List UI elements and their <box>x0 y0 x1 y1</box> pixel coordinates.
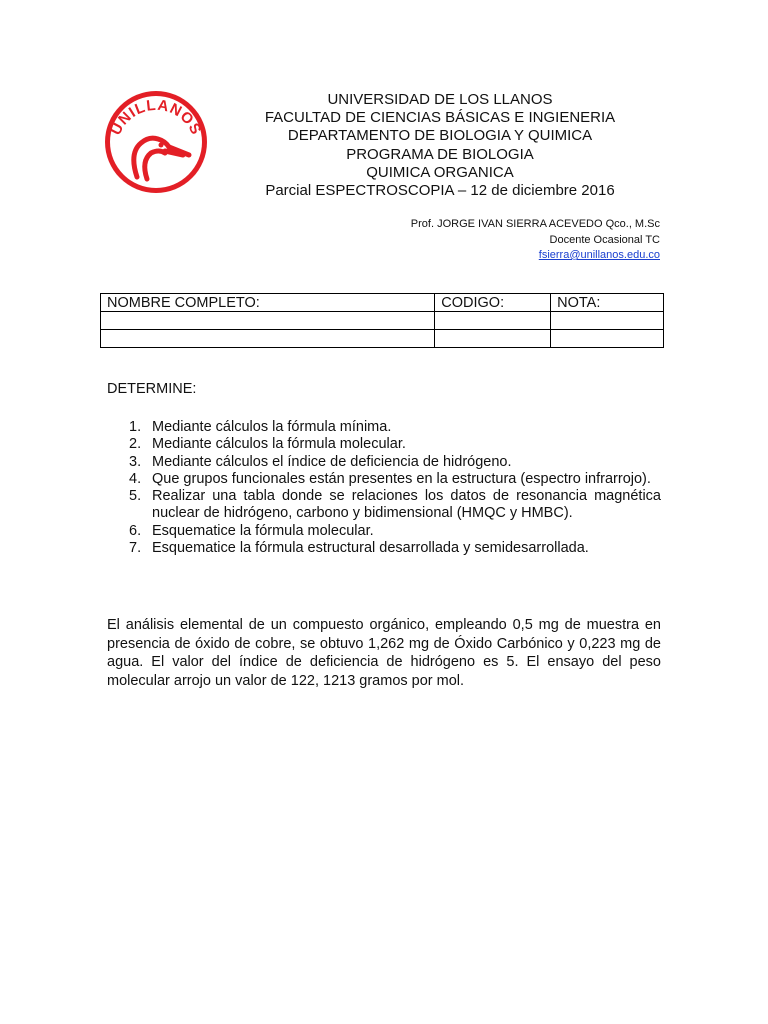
nota-field[interactable] <box>551 312 664 330</box>
task-text: Esquematice la fórmula molecular. <box>152 522 374 539</box>
list-item <box>107 540 661 557</box>
header-line: DEPARTAMENTO DE BIOLOGIA Y QUIMICA <box>287 127 593 145</box>
task-list <box>107 419 661 557</box>
codigo-header: CODIGO: <box>435 294 551 312</box>
header-line: QUIMICA ORGANICA <box>366 163 514 181</box>
header-line: FACULTAD DE CIENCIAS BÁSICAS E INGIENERIA <box>264 109 616 127</box>
nombre-field[interactable] <box>101 312 435 330</box>
nombre-field[interactable] <box>101 330 435 348</box>
document-header <box>240 91 640 200</box>
table-row <box>101 330 664 348</box>
codigo-field[interactable] <box>435 330 551 348</box>
list-item <box>107 471 661 488</box>
task-number: 4. <box>129 470 142 487</box>
list-item <box>107 454 661 471</box>
professor-info <box>411 217 660 264</box>
task-text: Mediante cálculos la fórmula molecular. <box>152 436 406 453</box>
header-line: PROGRAMA DE BIOLOGIA <box>346 145 534 163</box>
list-item <box>107 419 661 436</box>
task-number: 1. <box>129 419 142 435</box>
task-text: Que grupos funcionales están presentes en la estructura (espectro infrarrojo). <box>152 470 651 487</box>
task-text: Mediante cálculos el índice de deficiencia de hidrógeno. <box>152 453 512 470</box>
task-number: 2. <box>129 436 142 453</box>
nombre-header: NOMBRE COMPLETO: <box>101 294 435 312</box>
task-text: Mediante cálculos la fórmula mínima. <box>152 419 392 435</box>
nota-field[interactable] <box>551 330 664 348</box>
list-item <box>107 488 661 523</box>
task-text: Realizar una tabla donde se relaciones los datos de resonancia magnética nuclear de hidrógeno, carbono y bidimensional (HMQC y HMBC). <box>152 488 661 522</box>
table-header-row <box>101 294 664 312</box>
task-number: 3. <box>129 453 142 470</box>
task-number: 6. <box>129 522 142 539</box>
logo-text: UNILLANOS <box>107 96 205 139</box>
table-row <box>101 312 664 330</box>
task-number: 7. <box>129 540 142 557</box>
professor-email-link[interactable]: fsierra@unillanos.edu.co <box>538 249 660 261</box>
list-item <box>107 523 661 540</box>
task-number: 5. <box>129 488 142 505</box>
professor-role: Docente Ocasional TC <box>549 233 660 246</box>
professor-name: Prof. JORGE IVAN SIERRA ACEVEDO Qco., M.Sc <box>410 218 660 230</box>
header-line: Parcial ESPECTROSCOPIA – 12 de diciembre 2016 <box>265 182 615 200</box>
determine-heading: DETERMINE: <box>107 381 197 397</box>
nota-header: NOTA: <box>551 294 664 312</box>
task-text: Esquematice la fórmula estructural desarrollada y semidesarrollada. <box>152 540 589 557</box>
problem-statement: El análisis elemental de un compuesto orgánico, empleando 0,5 mg de muestra en presencia de óxido de cobre, se obtuvo 1,262 mg de Óxido Carbónico y 0,223 mg de agua. El valor del índice de deficiencia de hidrógeno es 5. El ensayo del peso molecular arrojo un valor de 122, 1213 gramos por mol. <box>107 617 661 689</box>
student-info-table <box>100 293 664 348</box>
unillanos-logo <box>103 89 209 195</box>
codigo-field[interactable] <box>435 312 551 330</box>
header-line: UNIVERSIDAD DE LOS LLANOS <box>327 91 553 108</box>
list-item <box>107 436 661 453</box>
